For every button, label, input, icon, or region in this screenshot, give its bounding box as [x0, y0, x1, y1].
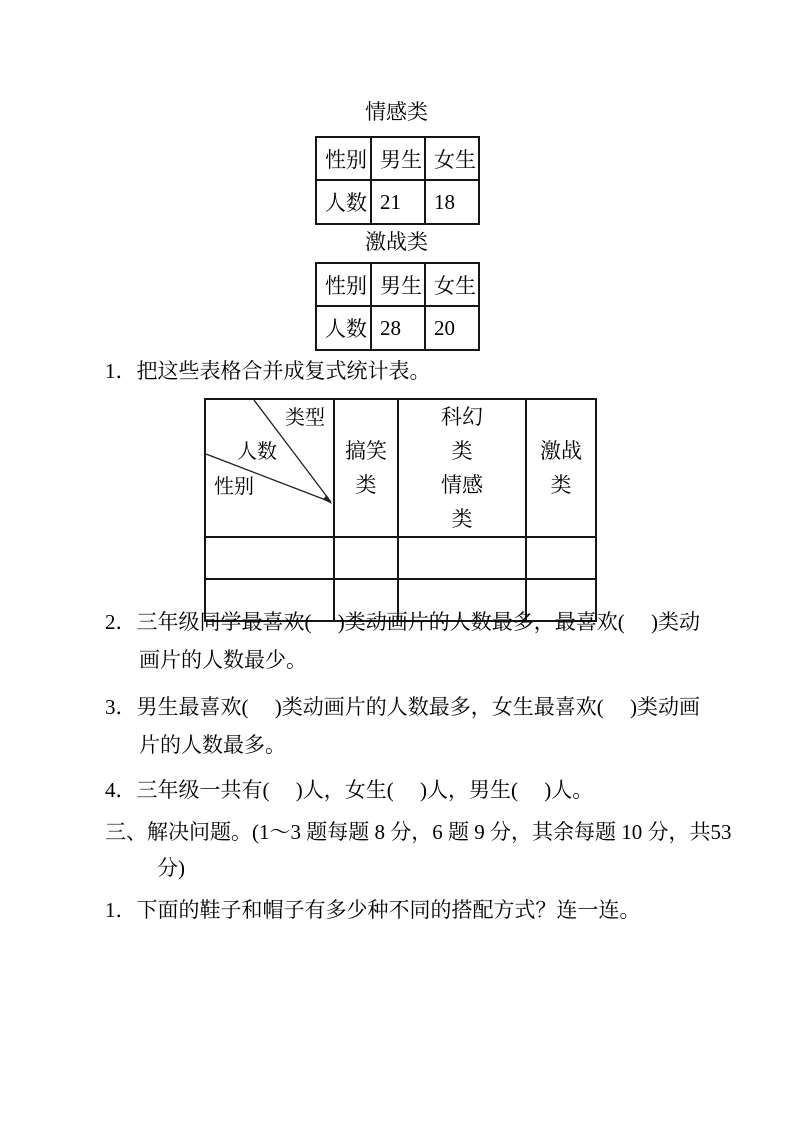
section-3-text-line2: 分)	[157, 856, 185, 880]
battle-table-title: 激战类	[365, 230, 428, 254]
emotion-table-title: 情感类	[365, 100, 428, 124]
header-label-emotion: 情感类	[441, 473, 483, 531]
section-3-question-1	[105, 897, 641, 923]
question-1	[105, 358, 431, 384]
section-3-heading-line1	[105, 819, 732, 845]
header-label: 搞笑类	[345, 439, 387, 497]
section-3-text-line1: 解决问题。(1～3 题每题 8 分，6 题 9 分，其余每题 10 分，共53	[147, 820, 732, 844]
emotion-girls-count: 18	[425, 180, 479, 224]
battle-girls-count: 20	[425, 306, 479, 350]
emotion-header-boys: 男生	[371, 137, 425, 180]
composite-table	[204, 398, 597, 622]
battle-header-gender: 性别	[316, 263, 371, 306]
question-2-line1	[105, 609, 700, 635]
battle-header-boys: 男生	[371, 263, 425, 306]
table-row	[316, 263, 479, 306]
question-2-line2	[139, 647, 307, 673]
composite-header-battle	[526, 399, 596, 537]
table-row	[205, 537, 596, 579]
section-3-question-1-text: 下面的鞋子和帽子有多少种不同的搭配方式？连一连。	[136, 898, 641, 922]
battle-header-girls: 女生	[425, 263, 479, 306]
section-3-heading-line2	[157, 855, 185, 881]
question-4-number: 4．	[105, 778, 137, 802]
corner-label-type: 类型	[285, 407, 325, 429]
composite-header-scifi-emotion	[398, 399, 526, 537]
answer-cell-empty	[334, 537, 398, 579]
question-3-number: 3．	[105, 695, 137, 719]
section-3-question-1-number: 1．	[105, 898, 137, 922]
answer-cell-empty	[526, 537, 596, 579]
composite-header-comedy	[334, 399, 398, 537]
question-1-text: 把这些表格合并成复式统计表。	[136, 359, 431, 383]
table-row	[205, 399, 596, 537]
battle-table	[315, 262, 480, 351]
question-3-line2	[139, 732, 286, 758]
emotion-header-gender: 性别	[316, 137, 371, 180]
header-label: 激战类	[540, 439, 582, 497]
answer-cell-empty	[398, 537, 526, 579]
question-3-text-line2: 片的人数最多。	[139, 733, 286, 757]
question-3-line1	[105, 694, 700, 720]
question-2-number: 2．	[105, 610, 137, 634]
battle-boys-count: 28	[371, 306, 425, 350]
section-3-number: 三、	[105, 820, 147, 844]
battle-row-label: 人数	[316, 306, 371, 350]
table-row	[316, 180, 479, 224]
emotion-boys-count: 21	[371, 180, 425, 224]
table-row	[316, 306, 479, 350]
composite-corner-cell	[205, 399, 334, 537]
question-1-number: 1．	[105, 359, 137, 383]
question-2-text-line1: 三年级同学最喜欢( )类动画片的人数最多，最喜欢( )类动	[136, 610, 700, 634]
emotion-row-label: 人数	[316, 180, 371, 224]
question-2-text-line2: 画片的人数最少。	[139, 648, 307, 672]
emotion-header-girls: 女生	[425, 137, 479, 180]
header-label-scifi: 科幻类	[441, 405, 483, 463]
question-3-text-line1: 男生最喜欢( )类动画片的人数最多，女生最喜欢( )类动画	[136, 695, 700, 719]
table-row	[316, 137, 479, 180]
corner-label-gender: 性别	[214, 476, 254, 498]
emotion-table	[315, 136, 480, 225]
question-4-text: 三年级一共有( )人，女生( )人，男生( )人。	[136, 778, 594, 802]
question-4	[105, 777, 593, 803]
answer-cell-empty	[205, 537, 334, 579]
corner-label-count: 人数	[237, 441, 277, 463]
